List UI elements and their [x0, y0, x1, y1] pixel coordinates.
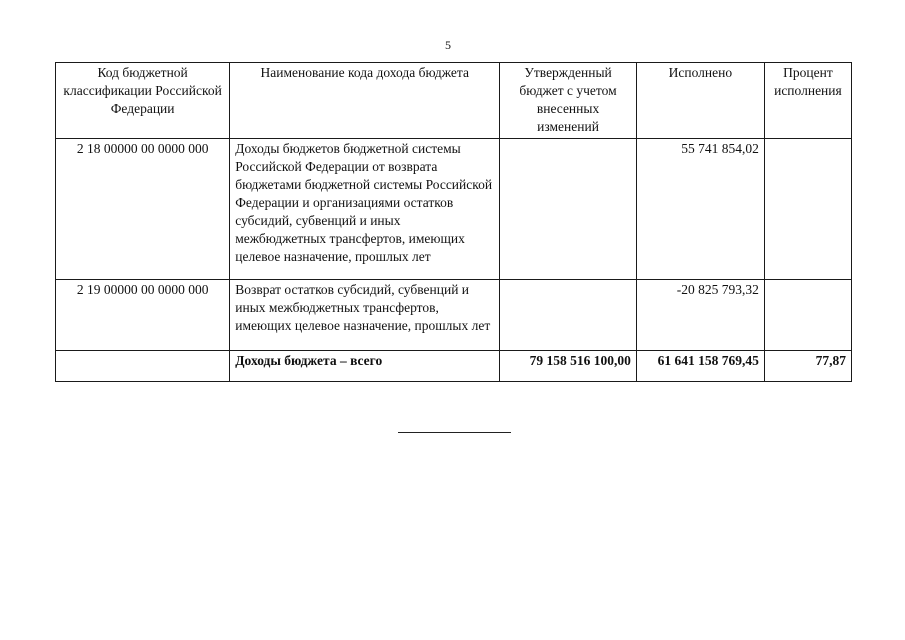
header-code: Код бюджетной классификации Российской Федерации — [56, 63, 230, 139]
total-approved: 79 158 516 100,00 — [500, 351, 637, 382]
table-row — [56, 280, 852, 351]
header-approved: Утвержденный бюджет с учетом внесенных изменений — [500, 63, 637, 139]
cell-name: Возврат остатков субсидий, субвенций и иных межбюджетных трансфертов, имеющих целевое назначение, прошлых лет — [230, 280, 500, 351]
total-row — [56, 351, 852, 382]
cell-name: Доходы бюджетов бюджетной системы Российской Федерации от возврата бюджетами бюджетной системы Российской Федерации и организациями остатков субсидий, субвенций и иных межбюджетных трансфертов, имеющих целевое назначение, прошлых лет — [230, 139, 500, 280]
page-number: 5 — [445, 38, 451, 52]
cell-approved — [500, 139, 637, 280]
total-label: Доходы бюджета – всего — [230, 351, 500, 382]
cell-executed: 55 741 854,02 — [636, 139, 764, 280]
footnote-separator-line — [398, 432, 511, 433]
header-name: Наименование кода дохода бюджета — [230, 63, 500, 139]
cell-approved — [500, 280, 637, 351]
total-code — [56, 351, 230, 382]
table-header-row — [56, 63, 852, 139]
header-executed: Исполнено — [636, 63, 764, 139]
cell-code: 2 18 00000 00 0000 000 — [56, 139, 230, 280]
table-row — [56, 139, 852, 280]
total-percent: 77,87 — [764, 351, 851, 382]
cell-percent — [764, 280, 851, 351]
budget-income-table — [55, 62, 852, 382]
header-percent: Процент исполнения — [764, 63, 851, 139]
cell-percent — [764, 139, 851, 280]
cell-code: 2 19 00000 00 0000 000 — [56, 280, 230, 351]
total-executed: 61 641 158 769,45 — [636, 351, 764, 382]
cell-executed: -20 825 793,32 — [636, 280, 764, 351]
